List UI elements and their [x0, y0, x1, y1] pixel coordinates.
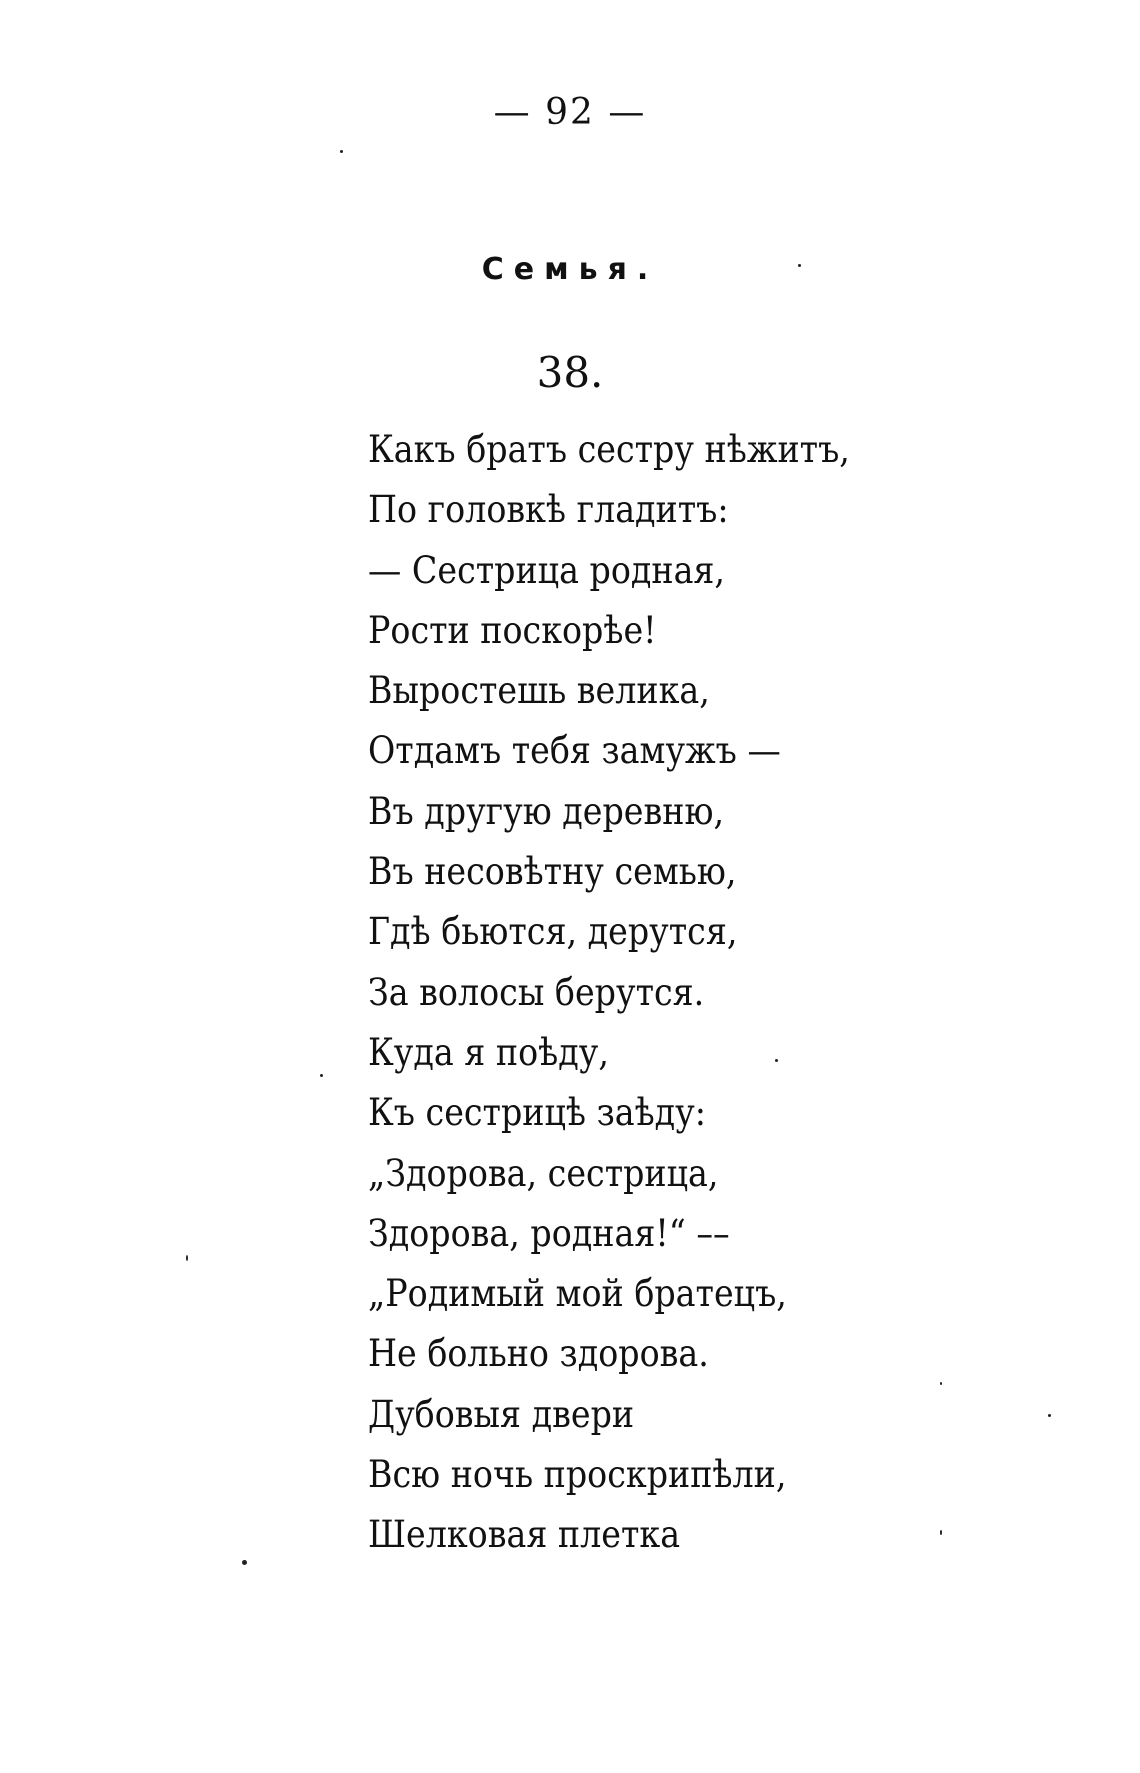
poem-line: — Сестрица родная,	[368, 548, 726, 592]
poem-line: Куда я поѣду,	[368, 1030, 609, 1074]
print-speck	[340, 150, 343, 153]
poem-line: Въ несовѣтну семью,	[368, 850, 737, 894]
poem-line: Дубовыя двери	[368, 1392, 635, 1436]
print-speck	[775, 1059, 778, 1062]
print-speck	[320, 1074, 323, 1077]
poem-line: Здорова, родная!“ ––	[368, 1211, 730, 1255]
poem-line: Къ сестрицѣ заѣду:	[368, 1091, 706, 1135]
print-speck	[798, 264, 801, 267]
poem-number: 38.	[536, 348, 604, 397]
poem-line: „Здорова, сестрица,	[368, 1151, 719, 1195]
poem-line: За волосы берутся.	[368, 970, 705, 1014]
poem-line: Выростешь велика,	[368, 669, 710, 713]
print-speck	[242, 1560, 247, 1565]
poem-line: Отдамъ тебя замужъ —	[368, 729, 781, 773]
poem-line: Рости поскорѣе!	[368, 608, 657, 652]
poem-line: Всю ночь проскрипѣли,	[368, 1453, 787, 1497]
poem-line: Не больно здорова.	[368, 1332, 709, 1376]
poem-line: Шелковая плетка	[368, 1513, 681, 1557]
poem-line: Въ другую деревню,	[368, 789, 725, 833]
print-speck	[940, 1530, 942, 1535]
print-speck	[186, 1255, 188, 1261]
poem-text	[368, 420, 888, 1566]
poem-line: „Родимый мой братецъ,	[368, 1272, 787, 1316]
poem-line: По головкѣ гладитъ:	[368, 488, 729, 532]
poem-line: Гдѣ бьются, дерутся,	[368, 910, 738, 954]
poem-line: Какъ братъ сестру нѣжитъ,	[368, 428, 850, 471]
print-speck	[940, 1382, 942, 1385]
page-number: — 92 —	[493, 92, 647, 133]
section-title: Семья.	[481, 252, 659, 287]
print-speck	[1048, 1414, 1051, 1417]
